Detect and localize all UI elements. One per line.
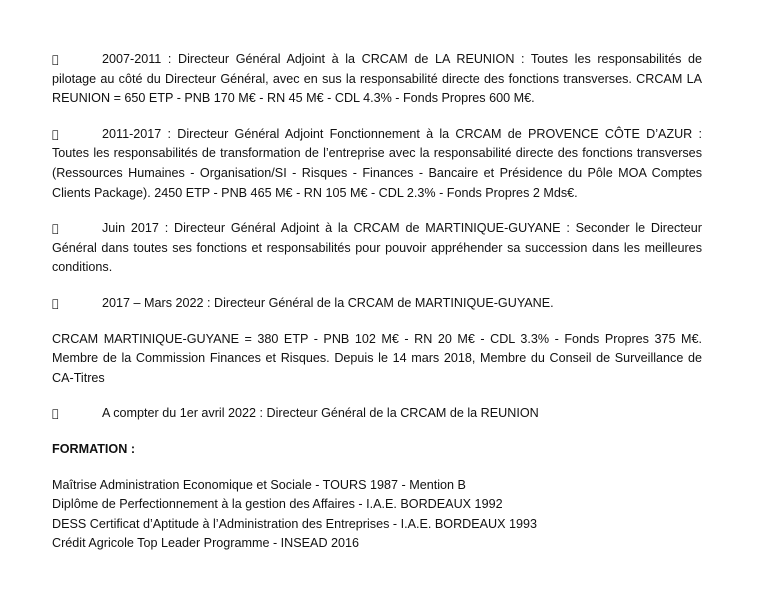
career-entry-text: 2011-2017 : Directeur Général Adjoint Fonctionnement à la CRCAM de PROVENCE CÔTE D’AZUR : Toutes les responsabilités de transformation de l’entreprise avec la responsabilité directe des fonctions transverses (Ressources Humaines - Organisation/SI - Risques - Finances - Bancaire et Présidence du Pôle MOA Comptes Clients Package). 2450 ETP - PNB 465 M€ - RN 105 M€ - CDL 2.3% - Fonds Propres 2 Mds€. [52,126,702,200]
martinique-details-paragraph: CRCAM MARTINIQUE-GUYANE = 380 ETP - PNB 102 M€ - RN 20 M€ - CDL 3.3% - Fonds Propres 375 M€. Membre de la Commission Finances et Risques. Depuis le 14 mars 2018, Membre du Conseil de Surveillance de CA-Titres [52,331,702,385]
career-entry [52,294,702,314]
career-entry [52,125,702,203]
cv-document [52,50,702,554]
career-entry [52,50,702,109]
formation-item: Diplôme de Perfectionnement à la gestion des Affaires - I.A.E. BORDEAUX 1992 [52,497,503,512]
career-entry-text: A compter du 1er avril 2022 : Directeur Général de la CRCAM de la REUNION [102,406,539,421]
bullet-icon [52,404,102,424]
career-entry-text: 2017 – Mars 2022 : Directeur Général de la CRCAM de MARTINIQUE-GUYANE. [102,295,554,310]
formation-item: DESS Certificat d’Aptitude à l’Administration des Entreprises - I.A.E. BORDEAUX 1993 [52,516,538,531]
career-entry-text: Juin 2017 : Directeur Général Adjoint à la CRCAM de MARTINIQUE-GUYANE : Seconder le Directeur Général dans toutes ses fonctions et responsabilités pour pouvoir appréhender sa succession dans les meilleures conditions. [52,221,702,275]
career-entry [52,404,702,424]
bullet-icon [52,125,102,145]
formation-item: Crédit Agricole Top Leader Programme - INSEAD 2016 [52,536,360,551]
career-entry [52,219,702,278]
bullet-icon [52,219,102,239]
formation-heading: FORMATION : [52,441,136,456]
formation-item: Maîtrise Administration Economique et Sociale - TOURS 1987 - Mention B [52,477,466,492]
career-entry-text: 2007-2011 : Directeur Général Adjoint à la CRCAM de LA REUNION : Toutes les responsabilités de pilotage au côté du Directeur Général, avec en sus la responsabilité directe des fonctions transverses. CRCAM LA REUNION = 650 ETP - PNB 170 M€ - RN 45 M€ - CDL 4.3% - Fonds Propres 600 M€. [52,52,702,106]
bullet-icon [52,294,102,314]
bullet-icon [52,50,102,70]
